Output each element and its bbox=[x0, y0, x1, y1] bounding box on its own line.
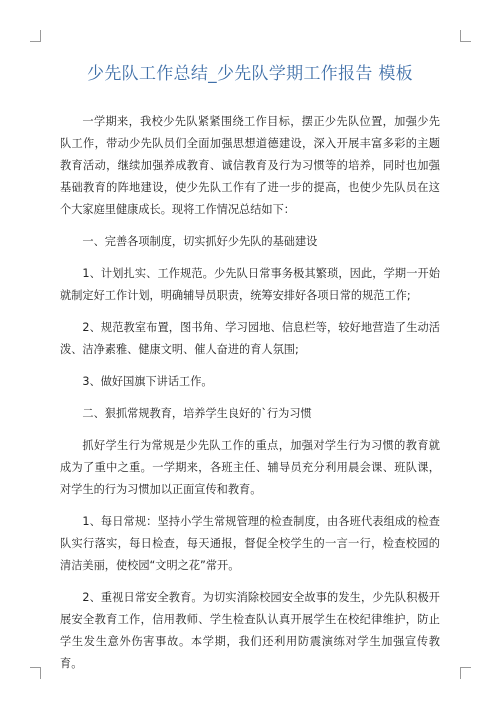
paragraph-item-2: 2、规范教室布置，图书角、学习园地、信息栏等，较好地营造了生动活泼、洁净素雅、健康文明、催人奋进的育人氛围; bbox=[60, 321, 440, 356]
document-body bbox=[60, 111, 440, 685]
section-heading-1: 一、完善各项制度，切实抓好少先队的基础建设 bbox=[82, 235, 318, 248]
paragraph-intro: 一学期来，我校少先队紧紧围绕工作目标，摆正少先队位置，加强少先队工作，带动少先队员们全面加强思想道德建设，深入开展丰富多彩的主题教育活动，继续加强养成教育、诚信教育及行为习惯等的培养，同时也加强基础教育的阵地建设，使少先队工作有了进一步的提高，也使少先队员在这个大家庭里健康成长。现将工作情况总结如下： bbox=[60, 115, 440, 216]
paragraph-safety-education: 2、重视日常安全教育。为切实消除校园安全故事的发生，少先队积极开展安全教育工作，信用教师、学生检查队认真开展学生在校纪律维护，防止学生发生意外伤害事故。本学期，我们还利用防震演练对学生加强宣传教育。 bbox=[60, 591, 440, 670]
page-title: 少先队工作总结_少先队学期工作报告 模板 bbox=[87, 64, 413, 84]
paragraph-item-1: 1、计划扎实、工作规范。少先队日常事务极其繁琐，因此，学期一开始就制定好工作计划，明确辅导员职责，统筹安排好各项日常的规范工作; bbox=[60, 267, 440, 302]
section-heading-2: 二、狠抓常规教育，培养学生良好的`行为习惯 bbox=[82, 407, 312, 420]
paragraph-section-2-intro: 抓好学生行为常规是少先队工作的重点，加强对学生行为习惯的教育就成为了重中之重。一学期来，各班主任、辅导员充分利用晨会课、班队课，对学生的行为习惯加以正面宣传和教育。 bbox=[60, 439, 440, 496]
crop-mark-bottom-right bbox=[460, 667, 471, 679]
crop-mark-bottom-left bbox=[30, 667, 41, 679]
paragraph-daily-routine: 1、每日常规：坚持小学生常规管理的检查制度，由各班代表组成的检查队实行落实，每日检查，每天通报，督促全校学生的一言一行，检查校园的清洁美丽，使校园“文明之花”常开。 bbox=[60, 515, 440, 572]
crop-mark-top-left bbox=[30, 30, 41, 42]
paragraph-item-3: 3、做好国旗下讲话工作。 bbox=[82, 375, 213, 388]
crop-mark-top-right bbox=[460, 30, 471, 42]
